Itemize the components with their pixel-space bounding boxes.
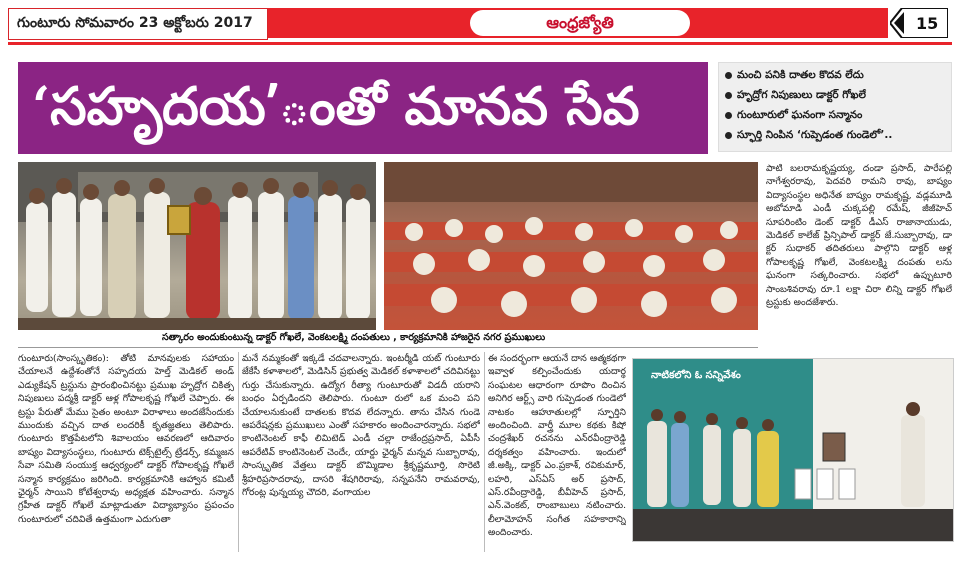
dateline: గుంటూరు సోమవారం 23 అక్టోబరు 2017 [17, 15, 253, 31]
play-scene-illustration [633, 359, 953, 541]
article-column-3: ఈ సందర్భంగా ఆయనే దాన ఆత్మకథగా ఇవ్వాళ కల్పించేందుకు యదార్థ సంఘటల ఆధారంగా రూపొం దించిన అనిగిర ఆర్ట్స్‌ వారి గుప్పెడంత గుండెలో నాటకం ఆహూతులల్లో స్ఫూర్తిని అందించింది. వార్త్రీ మూల కథకు కిషో చంద్రశేఖర్‌ రచనను ఎన్‌రవీంద్రారెడ్డి దర్శకత్వం వహించారు. ఇందులో జీ.అక్కి, డాక్టర్‌ ఎం.ప్రకాశ్‌, రవికుమార్‌, లహరి, ఎస్‌ఏస్‌ అర్‌ ప్రసాద్‌, ఎస్‌.రవీంద్రారెడ్డి, బీవీహెచ్‌ ప్రసాద్‌, ఎన్‌.వెంకట్‌, రాంబాబులు నటించారు. లీలామోహన్‌ సంగీత సహకారాన్ని అందించారు. [488, 353, 626, 539]
article-column-right-top: పాటి బలరామకృష్ణయ్య, దండా ప్రసాద్‌, పారేపల్లి నాగేశ్వరరావు, పెదవరి రామని రావు, బాష్యం విద్యాసంస్థల అధినేత బాష్యం రామకృష్ణ, వడ్లమూడి అబోమాడి ఎండీ చుక్కపల్లి రమేష్‌, జీజీహెచ్‌ సూపరింటిం డెంట్‌ డాక్టర్‌ డీఎస్‌ రాజానాయుడు, మెడికల్‌ కాలేజ్‌ ప్రిన్సిపాల్‌ డాక్టర్‌ జే.సుబ్బారావు, డా క్టర్‌ సుధాకర్‌ తదితరులు పాల్గొని డాక్టర్‌ ఆళ్ల గోపాలకృష్ణ గోఖలే, వెంకటలక్ష్మి దంపతు లను ఘనంగా సత్కరించారు. సభలో ఉప్పుటూరి సాంబశివరావు రూ.1 లక్షా చిరా లిన్ని డాక్టర్‌ గోఖలే ట్రస్టుకు అందజేశారు. [766, 163, 952, 309]
audience-photo-illustration [384, 162, 758, 330]
felicitation-photo [18, 162, 376, 330]
highlight-item: మంచి పనికి దాతల కొదవ లేదు [725, 69, 864, 84]
newspaper-brand: ఆంధ్రజ్యోతి [470, 10, 690, 36]
photo-caption: సత్కారం అందుకుంటున్న డాక్టర్‌ గోఖలే, వెంకటలక్ష్మి దంపతులు , కార్యక్రమానికి హాజరైన నగర ప్రముఖులు [162, 332, 546, 343]
highlight-item: గుంటూరులో ఘనంగా సన్మానం [725, 109, 862, 124]
dateline-box [8, 8, 268, 40]
highlight-item: స్ఫూర్తి నింపిన ‘గుప్పెడంత గుండెలో’.. [725, 129, 892, 144]
headline-banner [18, 62, 708, 154]
audience-photo [384, 162, 758, 330]
play-scene-caption: నాటికలోని ఓ సన్నివేశం [651, 370, 741, 381]
page-number: 15 [916, 14, 939, 33]
headline: ‘సహృదయ’ంతో మానవ సేవ [32, 76, 640, 137]
highlights-box [718, 62, 952, 152]
article-column-2: మనే నమ్మకంతో ఇక్కడే చదవాలన్నారు. ఇంటర్మీడి యట్‌ గుంటూరు జేకేసీ కళాశాలలో, మెడిసిన్‌ ప్రభుత్వ మెడికల్‌ కళాశాలలో చదివినట్టు గుర్తు చేసుకున్నారు. ఉద్యోగ రీత్యా గుంటూరుతో విడదీ యరాని బంధం ఏర్పడిందని తెలిపారు. గుంటూ రులో ఒక మంచి పని చేయాలనుకుంటే దాతలకు కొదవ లేదన్నారు. తాను చేసిన గుండె ఆపరేషన్లకు ప్రముఖులు ఎంతో సహకారం అందించారన్నారు. సభలో కాంటినెంటల్‌ కాఫీ లిమిటెడ్‌ ఎండీ చల్లా రాజేంద్రప్రసాద్‌, ఏపీసీ ఆపరేటివ్‌ కాంటినెంటల్‌ చెందేఁ, యార్డు ఛైర్మన్‌ మన్నవ సుబ్బారావు, సాంస్కృతిక వేత్తలు డాక్టర్‌ బొమ్మిడాల శ్రీకృష్ణమూర్తి, సొరెటి శ్రీహరిప్రసాదరావు, దాసరి శేషగిరిరావు, సన్నపనేని రామవరావు, గోరంట్ల పున్నయ్య చౌదరి, వంగాయల [242, 353, 480, 499]
column-divider [238, 352, 239, 552]
page-number-tab [890, 8, 948, 38]
article-column-1: గుంటూరు(సాంస్కృతికం): తోటి మానవులకు సహాయం చేయాలనే ఉద్దేశంతోనే సహృదయ హెల్త్‌ మెడికల్‌ అండ్‌ ఎడ్యుకేషన్‌ ట్రస్టును ప్రారంభించినట్టు ప్రముఖ హృద్రోగ చికిత్స నిపుణులు పద్మశ్రీ డాక్టర్‌ ఆళ్ల గోపాలకృష్ణ గోఖలే చెప్పారు. ఈ ట్రస్టు పేరుతో మేము సైతం అంటూ విరాళాలు అందజేసేందుకు ముందుకు వచ్చిన దాత లందరికీ కృతజ్ఞతలు తెలిపారు. గుంటూరు కొత్తపేటలోని శివాలయం ఆవరణలో ఆదివారం బాష్యం విద్యాసంస్థలు, గుంటూరు టెక్స్‌టైల్స్‌ ట్రేడర్స్‌, కమ్మజన సేవా సమితి సంయుక్త ఆధ్వర్యంలో డాక్టర్‌ గోపాలకృష్ణ గోఖలే సన్మాన కార్యక్రమం జరిగింది. కార్యక్రమానికి ఆహ్వాన కమిటీ ఛైర్మన్‌ సాయిని కోటేశ్వరావు అధ్యక్షత వహించారు. సన్మాన గ్రహీత డాక్టర్‌ గోఖలే మాట్లాడుతూ విద్యాభ్యాసం ప్రపంచం గుంటూరులో చదివితే ఉత్తమంగా ఎదుగుతా [18, 353, 234, 525]
felicitation-photo-illustration [18, 162, 376, 330]
play-scene-photo [632, 358, 954, 542]
column-divider [484, 352, 485, 552]
header-divider [8, 42, 952, 45]
highlight-item: హృద్రోగ నిపుణులు డాక్టర్‌ గోఖలే [725, 89, 866, 104]
caption-rule [18, 347, 758, 348]
